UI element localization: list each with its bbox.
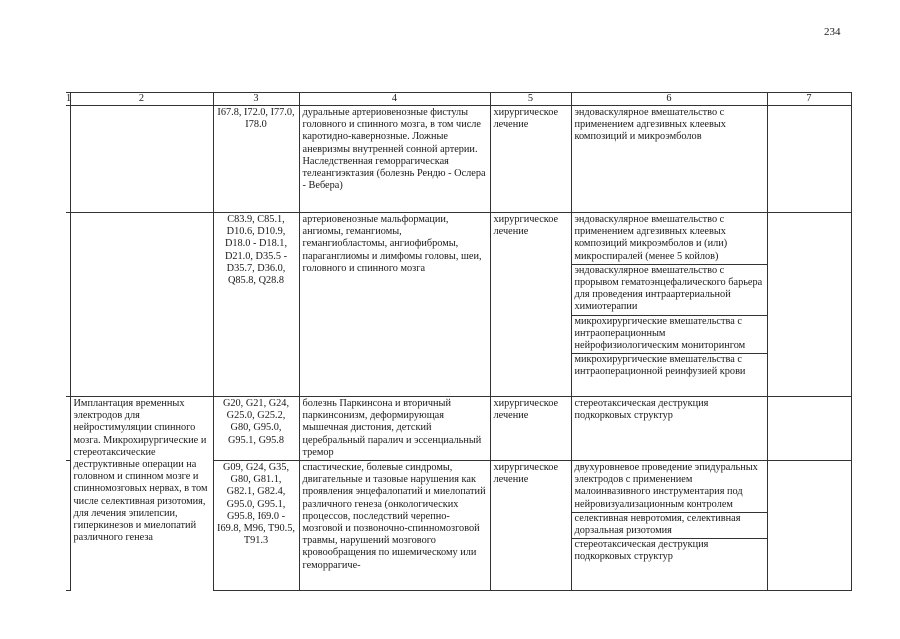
column-number-row bbox=[66, 93, 851, 106]
method-item: стереотаксическая деструкция подкорковых структур bbox=[574, 398, 709, 422]
icd-codes-cell: C83.9, C85.1, D10.6, D10.9, D18.0 - D18.1, D21.0, D35.5 - D35.7, D36.0, Q85.8, Q28.8 bbox=[213, 213, 299, 397]
diagnosis-cell: дуральные артериовенозные фистулы головного и спинного мозга, в том числе каротидно-кавернозные. Ложные аневризмы внутренней сонной артерии. Наследственная геморрагическая телеангиэктазия (болезнь Рендю - Ослера - Вебера) bbox=[299, 106, 490, 213]
treatment-type-cell: хирургическое лечение bbox=[490, 397, 571, 461]
column-number: 1 bbox=[66, 93, 72, 104]
treatment-type-cell: хирургическое лечение bbox=[490, 213, 571, 397]
treatment-type-cell: хирургическое лечение bbox=[490, 461, 571, 591]
index-cell bbox=[66, 461, 70, 591]
table-row bbox=[66, 213, 851, 397]
column-number: 5 bbox=[490, 93, 571, 106]
method-cell bbox=[571, 213, 767, 397]
extra-cell bbox=[767, 106, 851, 213]
column-number: 7 bbox=[767, 93, 851, 106]
method-item: эндоваскулярное вмешательство с прорывом гематоэнцефалического барьера для проведения интраартериальной химиотерапии bbox=[572, 265, 767, 316]
method-cell bbox=[571, 106, 767, 213]
method-item: селективная невротомия, селективная дорзальная ризотомия bbox=[572, 513, 767, 539]
icd-codes-cell: I67.8, I72.0, I77.0, I78.0 bbox=[213, 106, 299, 213]
extra-cell bbox=[767, 461, 851, 591]
icd-codes-cell: G09, G24, G35, G80, G81.1, G82.1, G82.4, G95.0, G95.1, G95.8, I69.0 - I69.8, M96, T90.5, T91.3 bbox=[213, 461, 299, 591]
method-item: двухуровневое проведение эпидуральных электродов с применением малоинвазивного инструментария под нейровизуализационным контролем bbox=[572, 462, 767, 513]
treatment-type-cell: хирургическое лечение bbox=[490, 106, 571, 213]
column-number: 2 bbox=[70, 93, 213, 106]
column-number: 3 bbox=[213, 93, 299, 106]
diagnosis-cell: артериовенозные мальформации, ангиомы, гемангиомы, гемангиобластомы, ангиофибромы, параганглиомы и лимфомы головы, шеи, головного и спинного мозга bbox=[299, 213, 490, 397]
extra-cell bbox=[767, 397, 851, 461]
diagnosis-cell: болезнь Паркинсона и вторичный паркинсонизм, деформирующая мышечная дистония, детский церебральный паралич и эссенциальный тремор bbox=[299, 397, 490, 461]
method-cell bbox=[571, 397, 767, 461]
method-item: эндоваскулярное вмешательство с применением адгезивных клеевых композиций и микроэмболов bbox=[574, 107, 726, 143]
page-number: 234 bbox=[824, 26, 841, 38]
procedure-cell bbox=[70, 106, 213, 213]
column-number: 6 bbox=[571, 93, 767, 106]
procedure-cell: Имплантация временных электродов для нейростимуляции спинного мозга. Микрохирургические и стереотаксические деструктивные операции на головном и спинном мозге и спинномозговых нервах, в том числе селективная ризотомия, для лечения эпилепсии, гиперкинезов и миелопатий различного генеза bbox=[70, 397, 213, 591]
method-item: микрохирургические вмешательства с интраоперационной реинфузией крови bbox=[574, 354, 746, 378]
procedure-cell bbox=[70, 213, 213, 397]
diagnosis-cell: спастические, болевые синдромы, двигательные и тазовые нарушения как проявления энцефалопатий и миелопатий различного генеза (онкологических процессов, последствий черепно-мозговой и позвоночно-спинномозговой травмы, нарушений мозгового кровообращения по ишемическому или геморрагиче- bbox=[299, 461, 490, 591]
method-item: стереотаксическая деструкция подкорковых структур bbox=[574, 539, 709, 563]
column-number: 4 bbox=[299, 93, 490, 106]
method-cell bbox=[571, 461, 767, 591]
table-row bbox=[66, 106, 851, 213]
method-item: эндоваскулярное вмешательство с применением адгезивных клеевых композиций микроэмболов и (или) микроспиралей (менее 5 койлов) bbox=[572, 214, 767, 265]
extra-cell bbox=[767, 213, 851, 397]
method-item: микрохирургические вмешательства с интраоперационным нейрофизиологическим мониторингом bbox=[572, 316, 767, 355]
medical-procedures-table bbox=[66, 92, 852, 591]
table-row bbox=[66, 397, 851, 461]
icd-codes-cell: G20, G21, G24, G25.0, G25.2, G80, G95.0, G95.1, G95.8 bbox=[213, 397, 299, 461]
